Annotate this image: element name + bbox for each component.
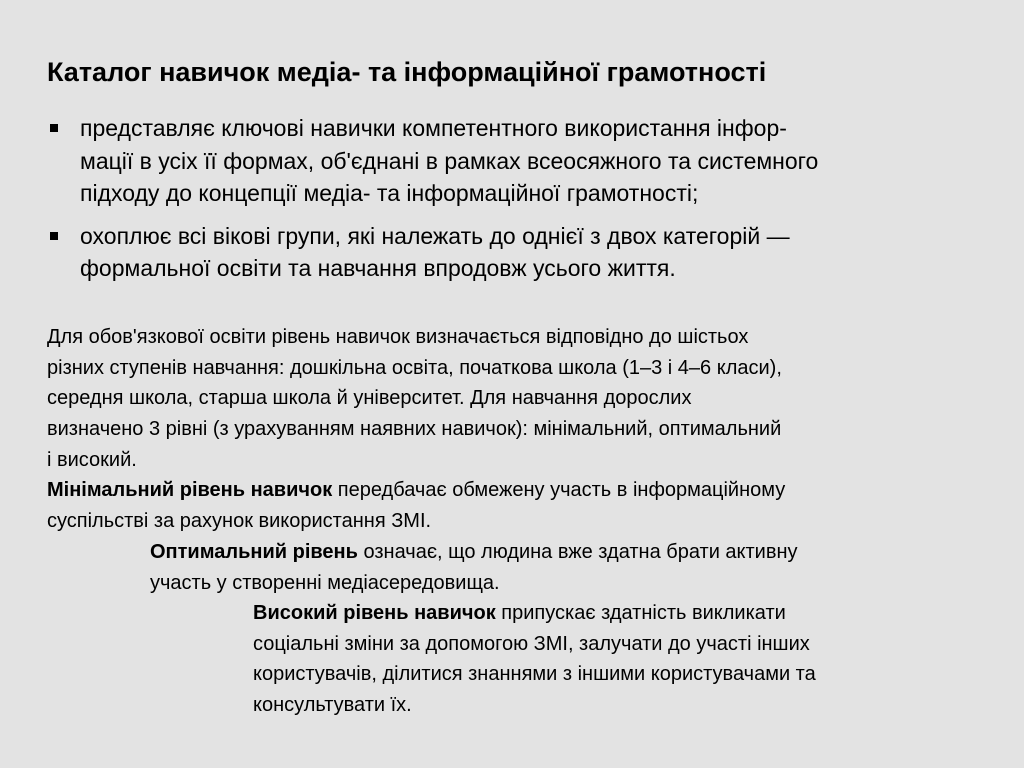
paragraph-line: суспільстві за рахунок використання ЗМІ.	[47, 509, 432, 532]
square-bullet-icon	[50, 232, 58, 240]
paragraph-line: соціальні зміни за допомогою ЗМІ, залучати до участі інших	[253, 632, 810, 655]
bullet-item	[47, 112, 977, 210]
high-level-paragraph	[253, 598, 993, 721]
bullet-line: охоплює всі вікові групи, які належать до однієї з двох категорій —	[80, 222, 790, 249]
high-level-term: Високий рівень навичок	[253, 602, 496, 624]
square-bullet-icon	[50, 124, 58, 132]
paragraph-line: середня школа, старша школа й університет. Для навчання дорослих	[47, 387, 692, 410]
paragraph-line: припускає здатність викликати	[495, 602, 786, 624]
bullet-line: формальної освіти та навчання впродовж усього життя.	[80, 255, 676, 281]
bullet-line: підходу до концепції медіа- та інформаційної грамотності;	[80, 180, 699, 206]
optimal-level-paragraph	[150, 537, 1000, 598]
bullet-line: представляє ключові навички компетентного використання інфор-	[80, 115, 787, 141]
slide-title: Каталог навичок медіа- та інформаційної грамотності	[47, 57, 767, 87]
bullet-item	[47, 220, 977, 285]
paragraph-line: означає, що людина вже здатна брати активну	[357, 541, 798, 563]
levels-intro-paragraph	[47, 322, 1002, 476]
optimal-level-term: Оптимальний рівень	[150, 541, 358, 563]
paragraph-line: і високий.	[47, 448, 137, 471]
paragraph-line: різних ступенів навчання: дошкільна освіта, початкова школа (1–3 і 4–6 класи),	[47, 356, 782, 379]
paragraph-line: визначено 3 рівні (з урахуванням наявних навичок): мінімальний, оптимальний	[47, 418, 782, 441]
paragraph-line: передбачає обмежену участь в інформаційному	[332, 479, 786, 501]
paragraph-line: консультувати їх.	[253, 694, 412, 717]
bullet-list	[47, 112, 977, 295]
paragraph-line: Для обов'язкової освіти рівень навичок визначається відповідно до шістьох	[47, 326, 749, 348]
bullet-line: мації в усіх її формах, об'єднані в рамках всеосяжного та системного	[80, 147, 819, 174]
minimal-level-term: Мінімальний рівень навичок	[47, 479, 333, 501]
paragraph-line: користувачів, ділитися знаннями з іншими користувачами та	[253, 663, 816, 686]
paragraph-line: участь у створенні медіасередовища.	[150, 571, 500, 594]
minimal-level-paragraph	[47, 475, 1007, 536]
